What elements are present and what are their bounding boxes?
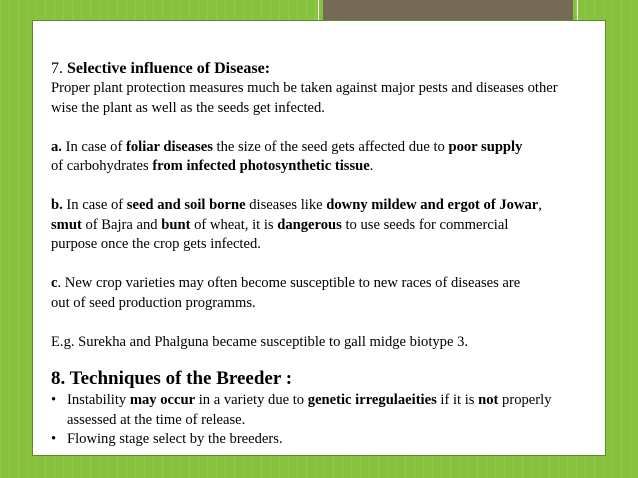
point-c-line-2: out of seed production programms.: [51, 294, 256, 311]
example-line: E.g. Surekha and Phalguna became susceptible to gall midge biotype 3.: [51, 333, 469, 350]
section-7-line-1: Proper plant protection measures much be taken against major pests and diseases other: [51, 80, 558, 96]
bullet-dot: •: [51, 431, 57, 447]
point-b-line-3: purpose once the crop gets infected.: [51, 236, 261, 252]
section-8-heading: 8. Techniques of the Breeder :: [51, 368, 293, 389]
section-7-heading: 7. Selective influence of Disease:: [51, 60, 271, 77]
slide-panel: [32, 20, 606, 456]
bullet-1-line-1: • Instability may occur in a variety due to genetic irregulaeities if it is not properly: [51, 391, 611, 411]
bullet-2: • Flowing stage select by the breeders.: [51, 430, 611, 450]
point-a-line-1: a. In case of foliar diseases the size of the seed gets affected due to poor supply: [51, 138, 523, 155]
point-b-line-2: smut of Bajra and bunt of wheat, it is dangerous to use seeds for commercial: [51, 216, 509, 233]
slide-content: [51, 59, 611, 450]
point-b-line-1: b. In case of seed and soil borne diseases like downy mildew and ergot of Jowar,: [51, 197, 542, 213]
point-c-line-1: c. New crop varieties may often become susceptible to new races of diseases are: [51, 275, 521, 291]
bullet-dot: •: [51, 392, 57, 408]
point-a-line-2: of carbohydrates from infected photosynthetic tissue.: [51, 158, 374, 174]
bullet-1-line-2: assessed at the time of release.: [67, 411, 246, 428]
section-7-line-2: wise the plant as well as the seeds get infected.: [51, 99, 325, 116]
